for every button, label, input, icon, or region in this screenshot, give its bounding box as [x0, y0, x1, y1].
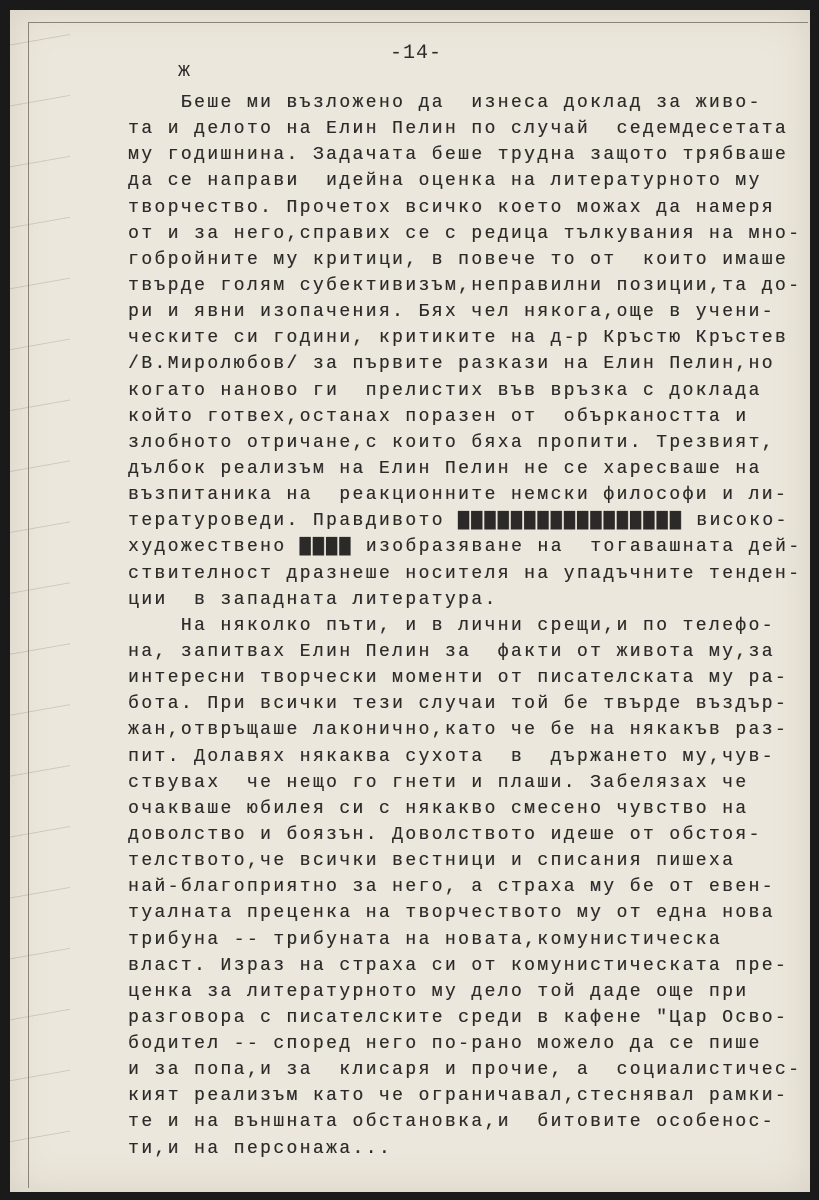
- text-line: ри и явни изопачения. Бях чел някога,още в учени-: [128, 302, 775, 323]
- text-line: те и на външната обстановка,и битовите особенос-: [128, 1112, 775, 1133]
- text-line: кият реализъм като че ограничавал,стеснявал рамки-: [128, 1086, 789, 1107]
- text-line: ценка за литературното му дело той даде още при: [128, 981, 749, 1002]
- scanner-edge-artifacts: [10, 10, 70, 1192]
- text-line: художествено ▇▇▇▇ изобразяване на тогавашната дей-: [128, 537, 802, 558]
- text-line: разговора с писателските среди в кафене "Цар Осво-: [128, 1007, 789, 1028]
- text-line: злобното отричане,с които бяха пропити. Трезвият,: [128, 432, 775, 453]
- text-line: доволство и боязън. Доволството идеше от обстоя-: [128, 824, 762, 845]
- text-line: бота. При всички тези случаи той бе твърде въздър-: [128, 694, 789, 715]
- text-line: интересни творчески моменти от писателската му ра-: [128, 668, 789, 689]
- text-line: ти,и на персонажа...: [128, 1138, 393, 1159]
- text-line: телството,че всички вестници и списания пишеха: [128, 851, 736, 872]
- text-line: тературоведи. Правдивото ▇▇▇▇▇▇▇▇▇▇▇▇▇▇▇▇▇ високо-: [128, 511, 789, 532]
- text-line: дълбок реализъм на Елин Пелин не се харесваше на: [128, 458, 762, 479]
- text-line: твърде голям субективизъм,неправилни позиции,та до-: [128, 275, 802, 296]
- text-line: творчество. Прочетох всичко което можах да намеря: [128, 197, 775, 218]
- text-line: му годишнина. Задачата беше трудна защото трябваше: [128, 145, 789, 166]
- text-line: и за попа,и за клисаря и прочие, а социалистичес-: [128, 1060, 802, 1081]
- text-line: да се направи идейна оценка на литературното му: [128, 171, 762, 192]
- text-line: ческите си години, критиките на д-р Кръстю Кръстев: [128, 328, 789, 349]
- text-line: та и делото на Елин Пелин по случай седемдесетата: [128, 119, 789, 140]
- text-line: ствувах че нещо го гнети и плаши. Забелязах че: [128, 772, 749, 793]
- text-line: ции в западната литература.: [128, 589, 498, 610]
- text-line: гобройните му критици, в повече то от които имаше: [128, 249, 789, 270]
- text-line: власт. Израз на страха си от комунистическата пре-: [128, 955, 789, 976]
- text-line: туалната преценка на творчеството му от една нова: [128, 903, 775, 924]
- text-line: бодител -- според него по-рано можело да се пише: [128, 1034, 762, 1055]
- page-number: -14-: [390, 42, 443, 65]
- text-line: когато наново ги прелистих във връзка с доклада: [128, 380, 762, 401]
- text-line: възпитаника на реакционните немски философи и ли-: [128, 485, 789, 506]
- text-line: Беше ми възложено да изнеса доклад за живо-: [128, 93, 762, 113]
- body-text: [128, 90, 808, 1162]
- text-line: На няколко пъти, и в лични срещи,и по телефо-: [128, 615, 775, 636]
- text-line: жан,отвръщаше лаконично,като че бе на някакъв раз-: [128, 720, 789, 741]
- section-mark: ж: [178, 60, 191, 83]
- text-line: /В.Миролюбов/ за първите разкази на Елин Пелин,но: [128, 354, 775, 375]
- text-line: ствителност дразнеше носителя на упадъчните тенден-: [128, 563, 802, 584]
- text-line: очакваше юбилея си с някакво смесено чувство на: [128, 798, 749, 819]
- text-line: от и за него,справих се с редица тълкувания на мно-: [128, 223, 802, 244]
- typewritten-page: [10, 10, 810, 1192]
- text-line: най-благоприятно за него, а страха му бе от евен-: [128, 877, 775, 898]
- text-line: на, запитвах Елин Пелин за факти от живота му,за: [128, 641, 775, 662]
- text-line: пит. Долавях някаква сухота в държането му,чув-: [128, 746, 775, 767]
- text-line: който готвех,останах поразен от объркаността и: [128, 406, 749, 427]
- text-line: трибуна -- трибуната на новата,комунистическа: [128, 929, 723, 950]
